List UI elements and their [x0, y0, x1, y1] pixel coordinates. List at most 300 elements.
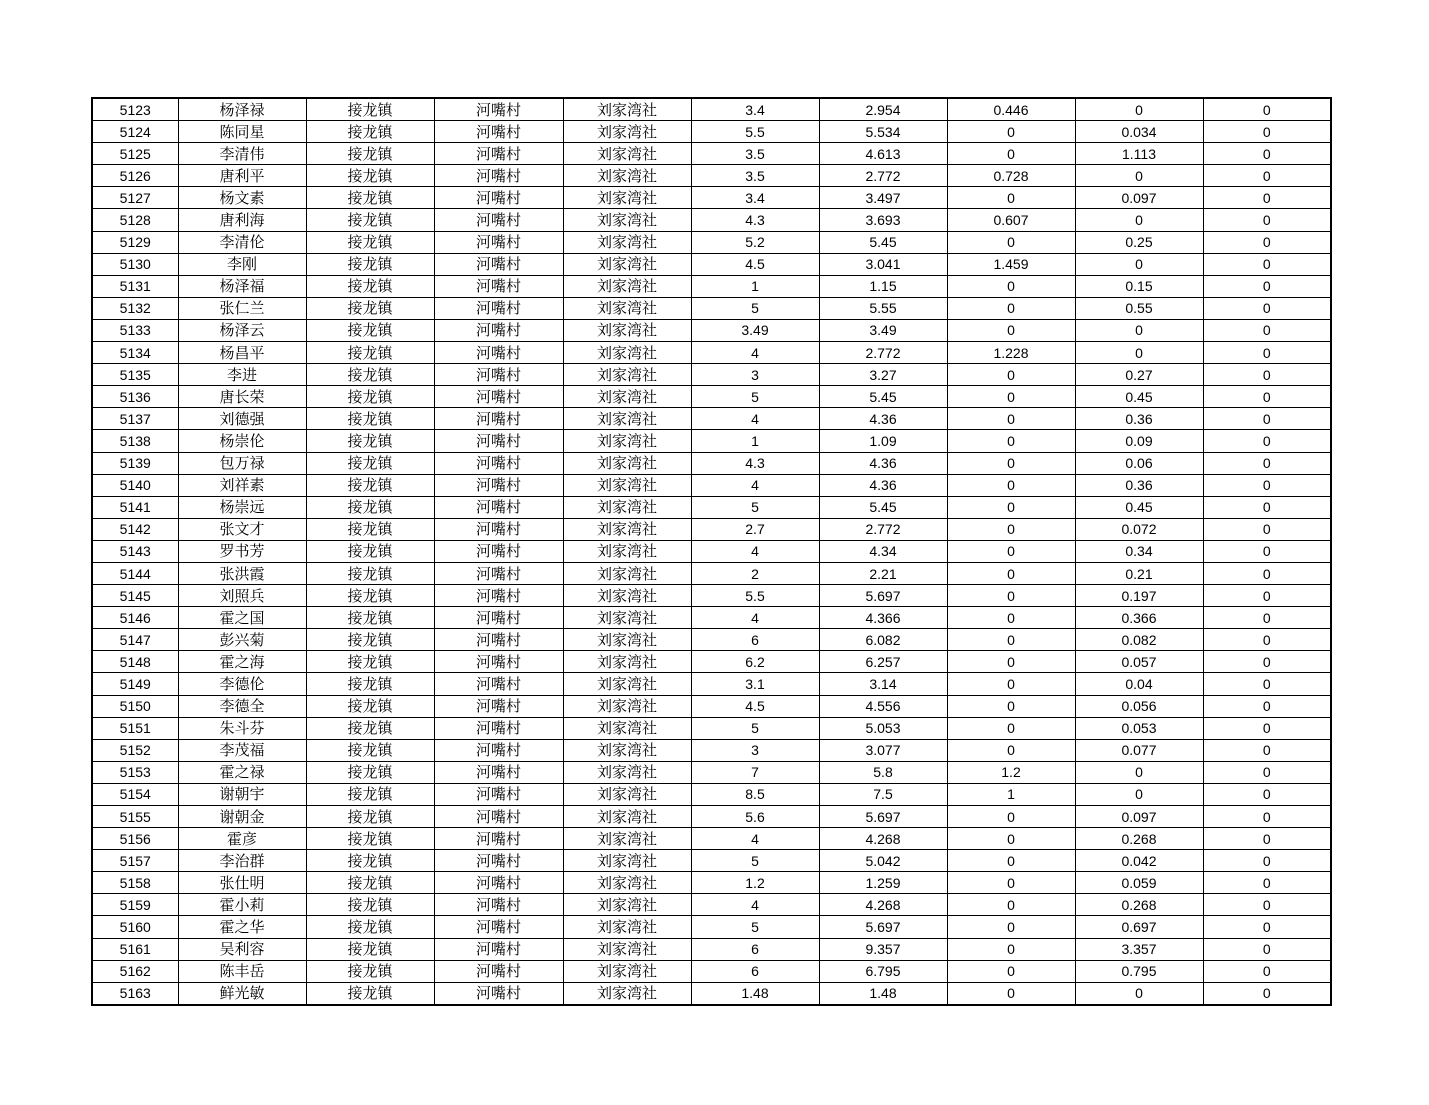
value-a-cell: 3.5	[691, 165, 819, 187]
value-b-cell: 4.36	[819, 452, 947, 474]
value-c-cell: 1.459	[947, 253, 1075, 275]
name-cell: 霍之海	[178, 651, 306, 673]
value-c-cell: 0	[947, 430, 1075, 452]
name-cell: 李德伦	[178, 673, 306, 695]
value-c-cell: 0	[947, 894, 1075, 916]
value-e-cell: 0	[1203, 452, 1331, 474]
value-b-cell: 3.693	[819, 209, 947, 231]
value-e-cell: 0	[1203, 474, 1331, 496]
group-cell: 刘家湾社	[563, 673, 691, 695]
group-cell: 刘家湾社	[563, 607, 691, 629]
name-cell: 李治群	[178, 850, 306, 872]
village-cell: 河嘴村	[434, 761, 563, 783]
village-cell: 河嘴村	[434, 297, 563, 319]
table-row	[92, 783, 1331, 805]
village-cell: 河嘴村	[434, 319, 563, 341]
group-cell: 刘家湾社	[563, 187, 691, 209]
value-a-cell: 3.4	[691, 187, 819, 209]
name-cell: 鲜光敏	[178, 982, 306, 1005]
town-cell: 接龙镇	[306, 297, 434, 319]
value-b-cell: 5.697	[819, 806, 947, 828]
value-a-cell: 4	[691, 342, 819, 364]
value-a-cell: 7	[691, 761, 819, 783]
value-b-cell: 3.49	[819, 319, 947, 341]
value-a-cell: 5	[691, 916, 819, 938]
town-cell: 接龙镇	[306, 629, 434, 651]
name-cell: 杨泽福	[178, 275, 306, 297]
village-cell: 河嘴村	[434, 452, 563, 474]
value-c-cell: 0	[947, 872, 1075, 894]
value-d-cell: 0.057	[1075, 651, 1203, 673]
record-id-cell: 5150	[92, 695, 178, 717]
value-b-cell: 4.36	[819, 408, 947, 430]
record-id-cell: 5124	[92, 121, 178, 143]
record-id-cell: 5155	[92, 806, 178, 828]
name-cell: 霍之国	[178, 607, 306, 629]
value-d-cell: 0.55	[1075, 297, 1203, 319]
value-b-cell: 4.268	[819, 828, 947, 850]
record-id-cell: 5139	[92, 452, 178, 474]
value-e-cell: 0	[1203, 717, 1331, 739]
value-a-cell: 1.2	[691, 872, 819, 894]
table-row	[92, 364, 1331, 386]
group-cell: 刘家湾社	[563, 275, 691, 297]
village-cell: 河嘴村	[434, 165, 563, 187]
group-cell: 刘家湾社	[563, 828, 691, 850]
town-cell: 接龙镇	[306, 386, 434, 408]
value-d-cell: 0.366	[1075, 607, 1203, 629]
village-cell: 河嘴村	[434, 364, 563, 386]
record-id-cell: 5133	[92, 319, 178, 341]
value-c-cell: 0	[947, 386, 1075, 408]
table-row	[92, 518, 1331, 540]
value-a-cell: 3.4	[691, 98, 819, 121]
value-c-cell: 0	[947, 187, 1075, 209]
record-id-cell: 5125	[92, 143, 178, 165]
town-cell: 接龙镇	[306, 761, 434, 783]
table-row	[92, 165, 1331, 187]
village-cell: 河嘴村	[434, 275, 563, 297]
town-cell: 接龙镇	[306, 562, 434, 584]
value-d-cell: 0.059	[1075, 872, 1203, 894]
town-cell: 接龙镇	[306, 828, 434, 850]
value-c-cell: 0	[947, 143, 1075, 165]
record-id-cell: 5132	[92, 297, 178, 319]
value-b-cell: 1.48	[819, 982, 947, 1005]
town-cell: 接龙镇	[306, 275, 434, 297]
table-row	[92, 806, 1331, 828]
record-id-cell: 5138	[92, 430, 178, 452]
table-row	[92, 938, 1331, 960]
village-cell: 河嘴村	[434, 518, 563, 540]
value-c-cell: 0.446	[947, 98, 1075, 121]
value-a-cell: 8.5	[691, 783, 819, 805]
value-d-cell: 0.053	[1075, 717, 1203, 739]
town-cell: 接龙镇	[306, 518, 434, 540]
village-cell: 河嘴村	[434, 783, 563, 805]
record-id-cell: 5146	[92, 607, 178, 629]
value-c-cell: 0	[947, 585, 1075, 607]
value-a-cell: 1	[691, 430, 819, 452]
table-row	[92, 585, 1331, 607]
name-cell: 刘祥素	[178, 474, 306, 496]
value-e-cell: 0	[1203, 585, 1331, 607]
village-cell: 河嘴村	[434, 916, 563, 938]
value-e-cell: 0	[1203, 739, 1331, 761]
value-b-cell: 5.042	[819, 850, 947, 872]
group-cell: 刘家湾社	[563, 585, 691, 607]
village-cell: 河嘴村	[434, 894, 563, 916]
table-row	[92, 850, 1331, 872]
table-row	[92, 828, 1331, 850]
value-e-cell: 0	[1203, 850, 1331, 872]
name-cell: 陈丰岳	[178, 960, 306, 982]
value-a-cell: 1.48	[691, 982, 819, 1005]
value-d-cell: 0.45	[1075, 496, 1203, 518]
value-d-cell: 0.45	[1075, 386, 1203, 408]
value-b-cell: 2.954	[819, 98, 947, 121]
group-cell: 刘家湾社	[563, 761, 691, 783]
name-cell: 刘德强	[178, 408, 306, 430]
village-cell: 河嘴村	[434, 209, 563, 231]
name-cell: 李清伟	[178, 143, 306, 165]
table-row	[92, 540, 1331, 562]
group-cell: 刘家湾社	[563, 562, 691, 584]
record-id-cell: 5142	[92, 518, 178, 540]
group-cell: 刘家湾社	[563, 474, 691, 496]
name-cell: 谢朝宇	[178, 783, 306, 805]
table-row	[92, 872, 1331, 894]
value-d-cell: 0.36	[1075, 474, 1203, 496]
town-cell: 接龙镇	[306, 231, 434, 253]
town-cell: 接龙镇	[306, 496, 434, 518]
value-b-cell: 5.45	[819, 231, 947, 253]
group-cell: 刘家湾社	[563, 717, 691, 739]
town-cell: 接龙镇	[306, 319, 434, 341]
value-e-cell: 0	[1203, 607, 1331, 629]
record-id-cell: 5147	[92, 629, 178, 651]
record-id-cell: 5148	[92, 651, 178, 673]
value-b-cell: 3.077	[819, 739, 947, 761]
value-a-cell: 4	[691, 828, 819, 850]
town-cell: 接龙镇	[306, 938, 434, 960]
value-e-cell: 0	[1203, 938, 1331, 960]
town-cell: 接龙镇	[306, 342, 434, 364]
value-d-cell: 0.268	[1075, 894, 1203, 916]
value-b-cell: 5.8	[819, 761, 947, 783]
value-c-cell: 0	[947, 408, 1075, 430]
value-a-cell: 4.3	[691, 452, 819, 474]
name-cell: 唐长荣	[178, 386, 306, 408]
value-d-cell: 1.113	[1075, 143, 1203, 165]
value-a-cell: 2	[691, 562, 819, 584]
value-b-cell: 1.15	[819, 275, 947, 297]
table-row	[92, 297, 1331, 319]
value-e-cell: 0	[1203, 960, 1331, 982]
value-b-cell: 4.268	[819, 894, 947, 916]
value-b-cell: 2.772	[819, 342, 947, 364]
village-cell: 河嘴村	[434, 540, 563, 562]
value-b-cell: 4.366	[819, 607, 947, 629]
value-c-cell: 0	[947, 695, 1075, 717]
value-c-cell: 0	[947, 651, 1075, 673]
value-b-cell: 5.697	[819, 916, 947, 938]
record-id-cell: 5136	[92, 386, 178, 408]
record-id-cell: 5128	[92, 209, 178, 231]
value-c-cell: 0	[947, 275, 1075, 297]
value-e-cell: 0	[1203, 165, 1331, 187]
town-cell: 接龙镇	[306, 960, 434, 982]
table-row	[92, 496, 1331, 518]
village-cell: 河嘴村	[434, 651, 563, 673]
name-cell: 彭兴菊	[178, 629, 306, 651]
value-c-cell: 0.607	[947, 209, 1075, 231]
value-b-cell: 1.259	[819, 872, 947, 894]
value-c-cell: 0	[947, 717, 1075, 739]
group-cell: 刘家湾社	[563, 165, 691, 187]
record-id-cell: 5126	[92, 165, 178, 187]
group-cell: 刘家湾社	[563, 938, 691, 960]
value-d-cell: 0	[1075, 761, 1203, 783]
town-cell: 接龙镇	[306, 209, 434, 231]
value-e-cell: 0	[1203, 297, 1331, 319]
group-cell: 刘家湾社	[563, 231, 691, 253]
value-b-cell: 3.14	[819, 673, 947, 695]
value-d-cell: 0.097	[1075, 806, 1203, 828]
value-c-cell: 0	[947, 562, 1075, 584]
group-cell: 刘家湾社	[563, 695, 691, 717]
group-cell: 刘家湾社	[563, 98, 691, 121]
value-d-cell: 0	[1075, 319, 1203, 341]
record-id-cell: 5144	[92, 562, 178, 584]
table-row	[92, 894, 1331, 916]
value-e-cell: 0	[1203, 783, 1331, 805]
value-b-cell: 5.697	[819, 585, 947, 607]
value-b-cell: 7.5	[819, 783, 947, 805]
value-a-cell: 3.49	[691, 319, 819, 341]
name-cell: 张仁兰	[178, 297, 306, 319]
value-b-cell: 3.27	[819, 364, 947, 386]
value-e-cell: 0	[1203, 982, 1331, 1005]
record-id-cell: 5145	[92, 585, 178, 607]
value-c-cell: 0.728	[947, 165, 1075, 187]
table-row	[92, 143, 1331, 165]
name-cell: 霍彦	[178, 828, 306, 850]
table-row	[92, 121, 1331, 143]
group-cell: 刘家湾社	[563, 121, 691, 143]
village-cell: 河嘴村	[434, 98, 563, 121]
value-d-cell: 0	[1075, 342, 1203, 364]
value-c-cell: 0	[947, 828, 1075, 850]
village-cell: 河嘴村	[434, 938, 563, 960]
town-cell: 接龙镇	[306, 121, 434, 143]
table-body	[92, 98, 1331, 1005]
record-id-cell: 5129	[92, 231, 178, 253]
name-cell: 李清伦	[178, 231, 306, 253]
value-e-cell: 0	[1203, 518, 1331, 540]
group-cell: 刘家湾社	[563, 143, 691, 165]
village-cell: 河嘴村	[434, 717, 563, 739]
village-cell: 河嘴村	[434, 143, 563, 165]
value-e-cell: 0	[1203, 143, 1331, 165]
value-d-cell: 0.06	[1075, 452, 1203, 474]
value-b-cell: 2.772	[819, 518, 947, 540]
value-c-cell: 0	[947, 739, 1075, 761]
value-c-cell: 0	[947, 607, 1075, 629]
value-e-cell: 0	[1203, 209, 1331, 231]
record-id-cell: 5143	[92, 540, 178, 562]
village-cell: 河嘴村	[434, 607, 563, 629]
value-d-cell: 0.34	[1075, 540, 1203, 562]
record-id-cell: 5127	[92, 187, 178, 209]
value-c-cell: 0	[947, 850, 1075, 872]
name-cell: 陈同星	[178, 121, 306, 143]
name-cell: 杨泽云	[178, 319, 306, 341]
group-cell: 刘家湾社	[563, 894, 691, 916]
value-c-cell: 1	[947, 783, 1075, 805]
value-d-cell: 0.04	[1075, 673, 1203, 695]
village-cell: 河嘴村	[434, 960, 563, 982]
table-row	[92, 342, 1331, 364]
value-d-cell: 0	[1075, 783, 1203, 805]
group-cell: 刘家湾社	[563, 982, 691, 1005]
village-cell: 河嘴村	[434, 121, 563, 143]
name-cell: 刘照兵	[178, 585, 306, 607]
group-cell: 刘家湾社	[563, 651, 691, 673]
value-a-cell: 5.5	[691, 585, 819, 607]
table-row	[92, 98, 1331, 121]
table-row	[92, 386, 1331, 408]
group-cell: 刘家湾社	[563, 253, 691, 275]
value-d-cell: 0.25	[1075, 231, 1203, 253]
table-row	[92, 960, 1331, 982]
value-e-cell: 0	[1203, 629, 1331, 651]
group-cell: 刘家湾社	[563, 960, 691, 982]
town-cell: 接龙镇	[306, 143, 434, 165]
value-a-cell: 5.5	[691, 121, 819, 143]
name-cell: 李刚	[178, 253, 306, 275]
value-d-cell: 0.077	[1075, 739, 1203, 761]
table-row	[92, 474, 1331, 496]
value-d-cell: 0.042	[1075, 850, 1203, 872]
table-row	[92, 629, 1331, 651]
record-id-cell: 5153	[92, 761, 178, 783]
value-e-cell: 0	[1203, 342, 1331, 364]
value-b-cell: 3.497	[819, 187, 947, 209]
record-id-cell: 5134	[92, 342, 178, 364]
table-row	[92, 916, 1331, 938]
record-id-cell: 5141	[92, 496, 178, 518]
value-a-cell: 4	[691, 607, 819, 629]
name-cell: 张文才	[178, 518, 306, 540]
group-cell: 刘家湾社	[563, 629, 691, 651]
value-b-cell: 6.795	[819, 960, 947, 982]
value-d-cell: 0.056	[1075, 695, 1203, 717]
value-c-cell: 0	[947, 540, 1075, 562]
value-a-cell: 3.1	[691, 673, 819, 695]
name-cell: 包万禄	[178, 452, 306, 474]
value-e-cell: 0	[1203, 364, 1331, 386]
record-id-cell: 5151	[92, 717, 178, 739]
value-b-cell: 6.082	[819, 629, 947, 651]
name-cell: 杨崇伦	[178, 430, 306, 452]
town-cell: 接龙镇	[306, 165, 434, 187]
town-cell: 接龙镇	[306, 607, 434, 629]
value-d-cell: 0.36	[1075, 408, 1203, 430]
village-cell: 河嘴村	[434, 585, 563, 607]
value-a-cell: 6	[691, 629, 819, 651]
town-cell: 接龙镇	[306, 474, 434, 496]
table-row	[92, 209, 1331, 231]
value-a-cell: 4	[691, 408, 819, 430]
value-a-cell: 4.5	[691, 253, 819, 275]
value-c-cell: 0	[947, 960, 1075, 982]
table-row	[92, 231, 1331, 253]
town-cell: 接龙镇	[306, 673, 434, 695]
village-cell: 河嘴村	[434, 253, 563, 275]
value-b-cell: 5.55	[819, 297, 947, 319]
town-cell: 接龙镇	[306, 98, 434, 121]
value-e-cell: 0	[1203, 761, 1331, 783]
value-b-cell: 2.772	[819, 165, 947, 187]
table-row	[92, 562, 1331, 584]
table-row	[92, 673, 1331, 695]
value-b-cell: 5.534	[819, 121, 947, 143]
table-row	[92, 452, 1331, 474]
value-e-cell: 0	[1203, 872, 1331, 894]
name-cell: 张仕明	[178, 872, 306, 894]
value-a-cell: 6	[691, 960, 819, 982]
town-cell: 接龙镇	[306, 540, 434, 562]
record-id-cell: 5149	[92, 673, 178, 695]
village-cell: 河嘴村	[434, 386, 563, 408]
group-cell: 刘家湾社	[563, 342, 691, 364]
value-a-cell: 5	[691, 850, 819, 872]
record-id-cell: 5135	[92, 364, 178, 386]
village-cell: 河嘴村	[434, 342, 563, 364]
town-cell: 接龙镇	[306, 430, 434, 452]
group-cell: 刘家湾社	[563, 430, 691, 452]
name-cell: 张洪霞	[178, 562, 306, 584]
value-d-cell: 0.268	[1075, 828, 1203, 850]
value-d-cell: 0.097	[1075, 187, 1203, 209]
village-cell: 河嘴村	[434, 828, 563, 850]
village-cell: 河嘴村	[434, 739, 563, 761]
value-b-cell: 4.34	[819, 540, 947, 562]
value-a-cell: 3	[691, 364, 819, 386]
value-b-cell: 5.053	[819, 717, 947, 739]
record-id-cell: 5158	[92, 872, 178, 894]
table-row	[92, 761, 1331, 783]
town-cell: 接龙镇	[306, 872, 434, 894]
village-cell: 河嘴村	[434, 430, 563, 452]
village-cell: 河嘴村	[434, 408, 563, 430]
name-cell: 李德全	[178, 695, 306, 717]
value-a-cell: 1	[691, 275, 819, 297]
value-b-cell: 9.357	[819, 938, 947, 960]
name-cell: 霍小莉	[178, 894, 306, 916]
value-d-cell: 0	[1075, 982, 1203, 1005]
group-cell: 刘家湾社	[563, 496, 691, 518]
record-id-cell: 5159	[92, 894, 178, 916]
value-b-cell: 4.36	[819, 474, 947, 496]
village-cell: 河嘴村	[434, 982, 563, 1005]
value-b-cell: 4.556	[819, 695, 947, 717]
group-cell: 刘家湾社	[563, 872, 691, 894]
name-cell: 唐利海	[178, 209, 306, 231]
town-cell: 接龙镇	[306, 585, 434, 607]
village-cell: 河嘴村	[434, 629, 563, 651]
